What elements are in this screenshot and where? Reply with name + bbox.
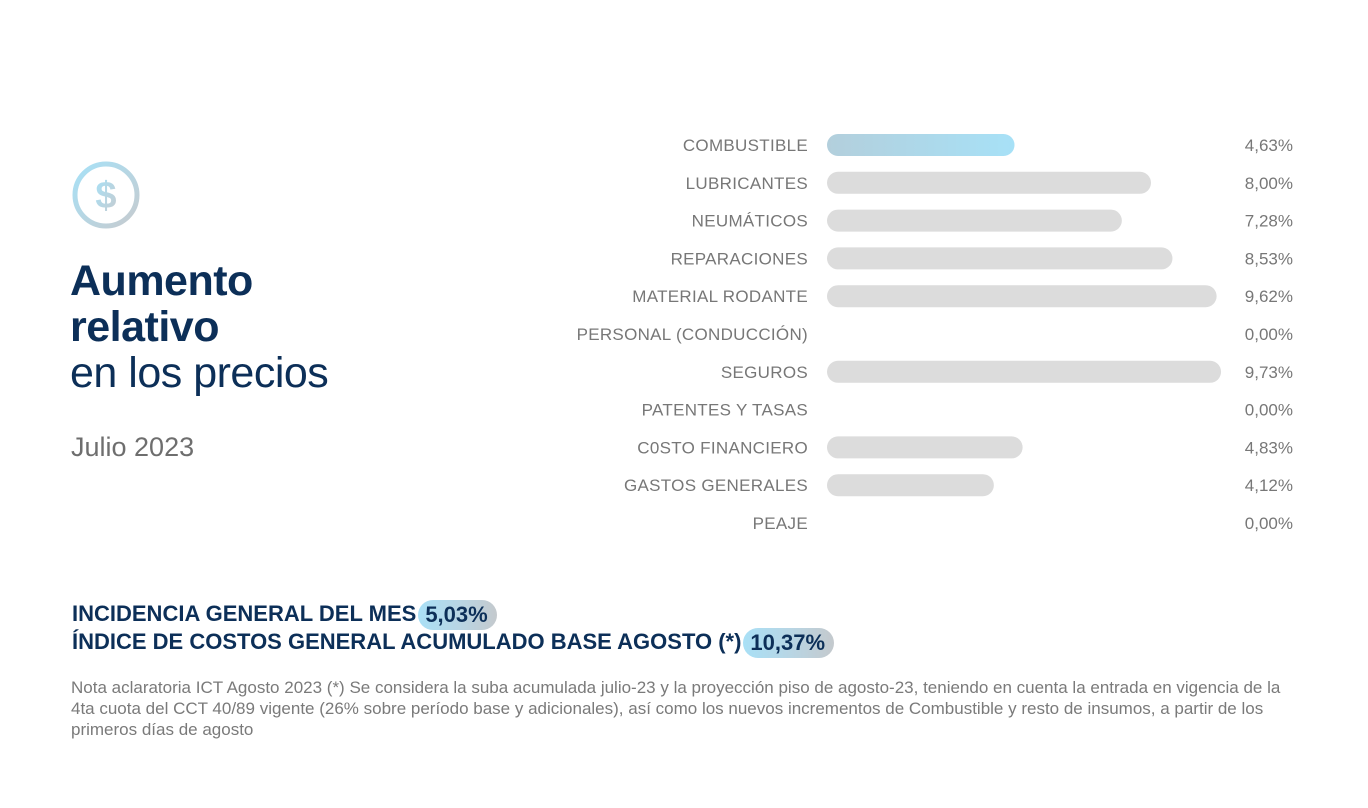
value-label-patentes-y-tasas: 0,00% <box>1244 400 1293 420</box>
category-label-material-rodante: MATERIAL RODANTE <box>632 287 808 307</box>
category-label-patentes-y-tasas: PATENTES Y TASAS <box>641 400 808 420</box>
cumulative-index-label: ÍNDICE DE COSTOS GENERAL ACUMULADO BASE AGOSTO (*) <box>72 629 742 654</box>
category-label-personal-conduccion: PERSONAL (CONDUCCIÓN) <box>576 325 808 344</box>
value-label-personal-conduccion: 0,00% <box>1244 325 1293 344</box>
bar-lubricantes <box>827 172 1151 194</box>
period-subtitle: Julio 2023 <box>71 432 195 462</box>
value-label-combustible: 4,63% <box>1244 136 1293 155</box>
category-label-neumaticos: NEUMÁTICOS <box>691 211 808 231</box>
cumulative-index <box>72 628 834 658</box>
monthly-incidence-value: 5,03% <box>418 600 496 630</box>
value-label-neumaticos: 7,28% <box>1244 211 1293 231</box>
value-label-reparaciones: 8,53% <box>1244 249 1293 269</box>
cumulative-index-value: 10,37% <box>743 628 834 658</box>
bar-combustible <box>827 134 1015 156</box>
title-line-2: relativo <box>70 303 219 351</box>
value-label-material-rodante: 9,62% <box>1244 287 1293 307</box>
monthly-incidence-label: INCIDENCIA GENERAL DEL MES <box>72 601 417 626</box>
title-line-1: Aumento <box>70 257 253 305</box>
bar-gastos-generales <box>827 474 994 496</box>
bar-c0sto-financiero <box>827 436 1023 458</box>
value-label-peaje: 0,00% <box>1244 514 1293 533</box>
bar-seguros <box>827 361 1221 383</box>
value-label-c0sto-financiero: 4,83% <box>1244 438 1293 458</box>
bar-neumaticos <box>827 210 1122 232</box>
category-label-gastos-generales: GASTOS GENERALES <box>624 476 808 496</box>
bar-reparaciones <box>827 247 1172 269</box>
svg-text:$: $ <box>95 175 117 217</box>
value-label-seguros: 9,73% <box>1244 362 1293 382</box>
value-label-lubricantes: 8,00% <box>1244 173 1293 193</box>
category-label-lubricantes: LUBRICANTES <box>685 173 808 193</box>
footnote: Nota aclaratoria ICT Agosto 2023 (*) Se considera la suba acumulada julio-23 y la proyección piso de agosto-23, teniendo en cuenta la entrada en vigencia de la 4ta cuota del CCT 40/89 vigente (26% sobre período base y adicionales), así como los nuevos incrementos de Combustible y resto de insumos, a partir de los primeros días de agosto <box>71 678 1281 739</box>
bar-material-rodante <box>827 285 1217 307</box>
category-label-reparaciones: REPARACIONES <box>670 249 808 269</box>
category-label-seguros: SEGUROS <box>720 362 808 382</box>
category-label-combustible: COMBUSTIBLE <box>682 136 808 155</box>
monthly-incidence <box>72 600 497 630</box>
category-label-peaje: PEAJE <box>752 514 808 533</box>
category-label-c0sto-financiero: C0STO FINANCIERO <box>637 438 808 458</box>
value-label-gastos-generales: 4,12% <box>1244 476 1293 496</box>
title-line-3: en los precios <box>70 349 329 397</box>
